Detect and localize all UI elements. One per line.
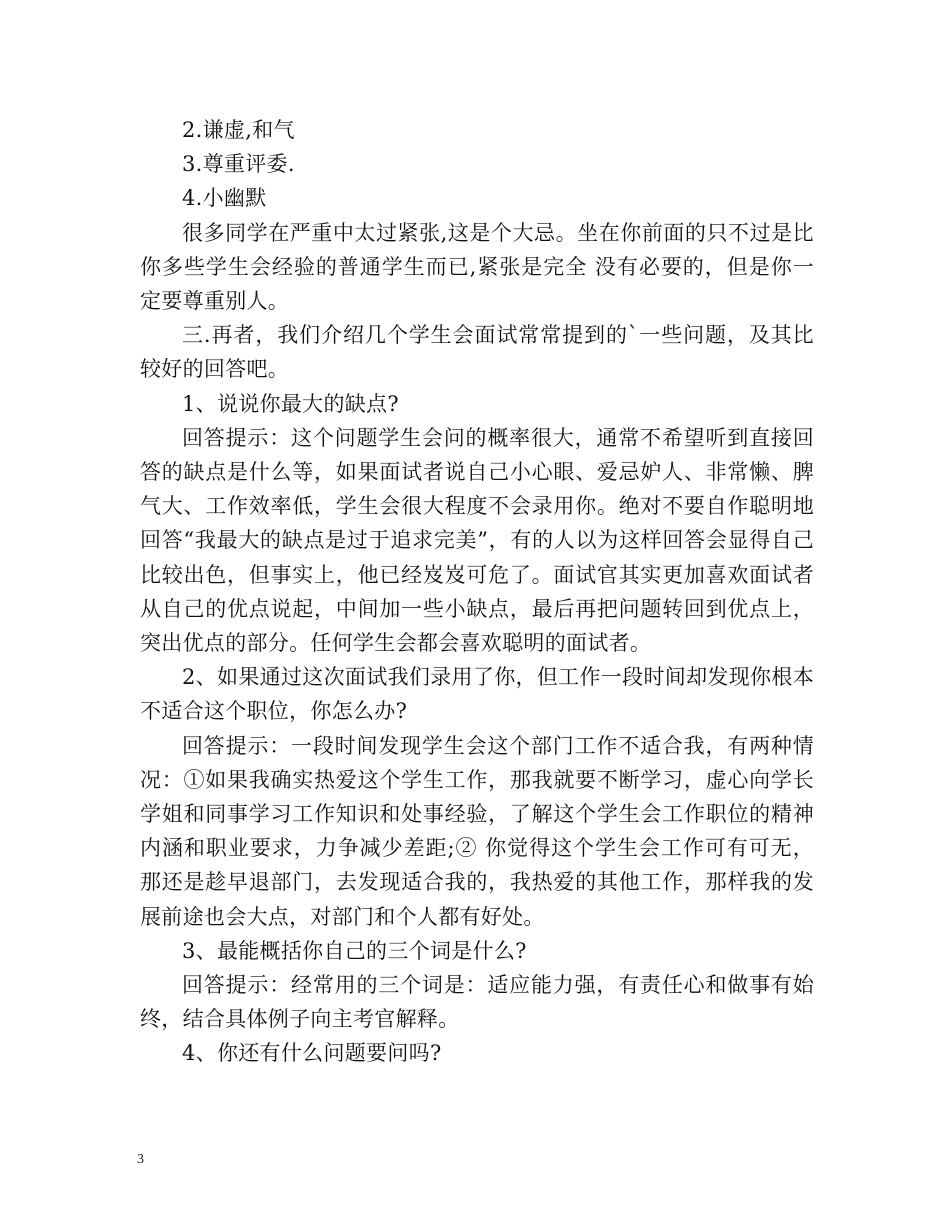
question-1: 1、说说你最大的缺点?: [182, 391, 399, 416]
question-2: 2、如果通过这次面试我们录用了你，但工作一段时间却发现你根本不适合这个职位，你怎么办?: [140, 665, 814, 724]
answer-3: 回答提示：经常用的三个词是：适应能力强，有责任心和做事有始终，结合具体例子向主考官解释。: [140, 973, 814, 1032]
question-4: 4、你还有什么问题要问吗?: [182, 1041, 442, 1066]
paragraph-nervousness: 很多同学在严重中太过紧张,这是个大忌。坐在你前面的只不过是比你多些学生会经验的普通学生而已,紧张是完全 没有必要的，但是你一定要尊重别人。: [140, 220, 814, 314]
document-body: [140, 113, 814, 1071]
list-item-humble: 2.谦虚,和气: [182, 118, 295, 142]
section-heading-questions: 三.再者，我们介绍几个学生会面试常常提到的`一些问题，及其比较好的回答吧。: [140, 323, 814, 382]
list-item-respect-judges: 3.尊重评委.: [182, 152, 295, 177]
question-3: 3、最能概括你自己的三个词是什么?: [182, 938, 527, 963]
page-number: 3: [137, 1152, 144, 1167]
answer-2: 回答提示：一段时间发现学生会这个部门工作不适合我，有两种情况：①如果我确实热爱这个学生工作，那我就要不断学习，虚心向学长学姐和同事学习工作知识和处事经验，了解这个学生会工作职位的精神内涵和职业要求，力争减少差距;② 你觉得这个学生会工作可有可无，那还是趁早退部门，去发现适合我的，我热爱的其他工作，那样我的发展前途也会大点，对部门和个人都有好处。: [140, 733, 814, 929]
list-item-humor: 4.小幽默: [182, 186, 267, 211]
answer-1: 回答提示：这个问题学生会问的概率很大，通常不希望听到直接回答的缺点是什么等，如果面试者说自己小心眼、爱忌妒人、非常懒、脾气大、工作效率低，学生会很大程度不会录用你。绝对不要自作聪明地回答“我最大的缺点是过于追求完美”，有的人以为这样回答会显得自己比较出色，但事实上，他已经岌岌可危了。面试官其实更加喜欢面试者从自己的优点说起，中间加一些小缺点，最后再把问题转回到优点上，突出优点的部分。任何学生会都会喜欢聪明的面试者。: [140, 425, 814, 656]
